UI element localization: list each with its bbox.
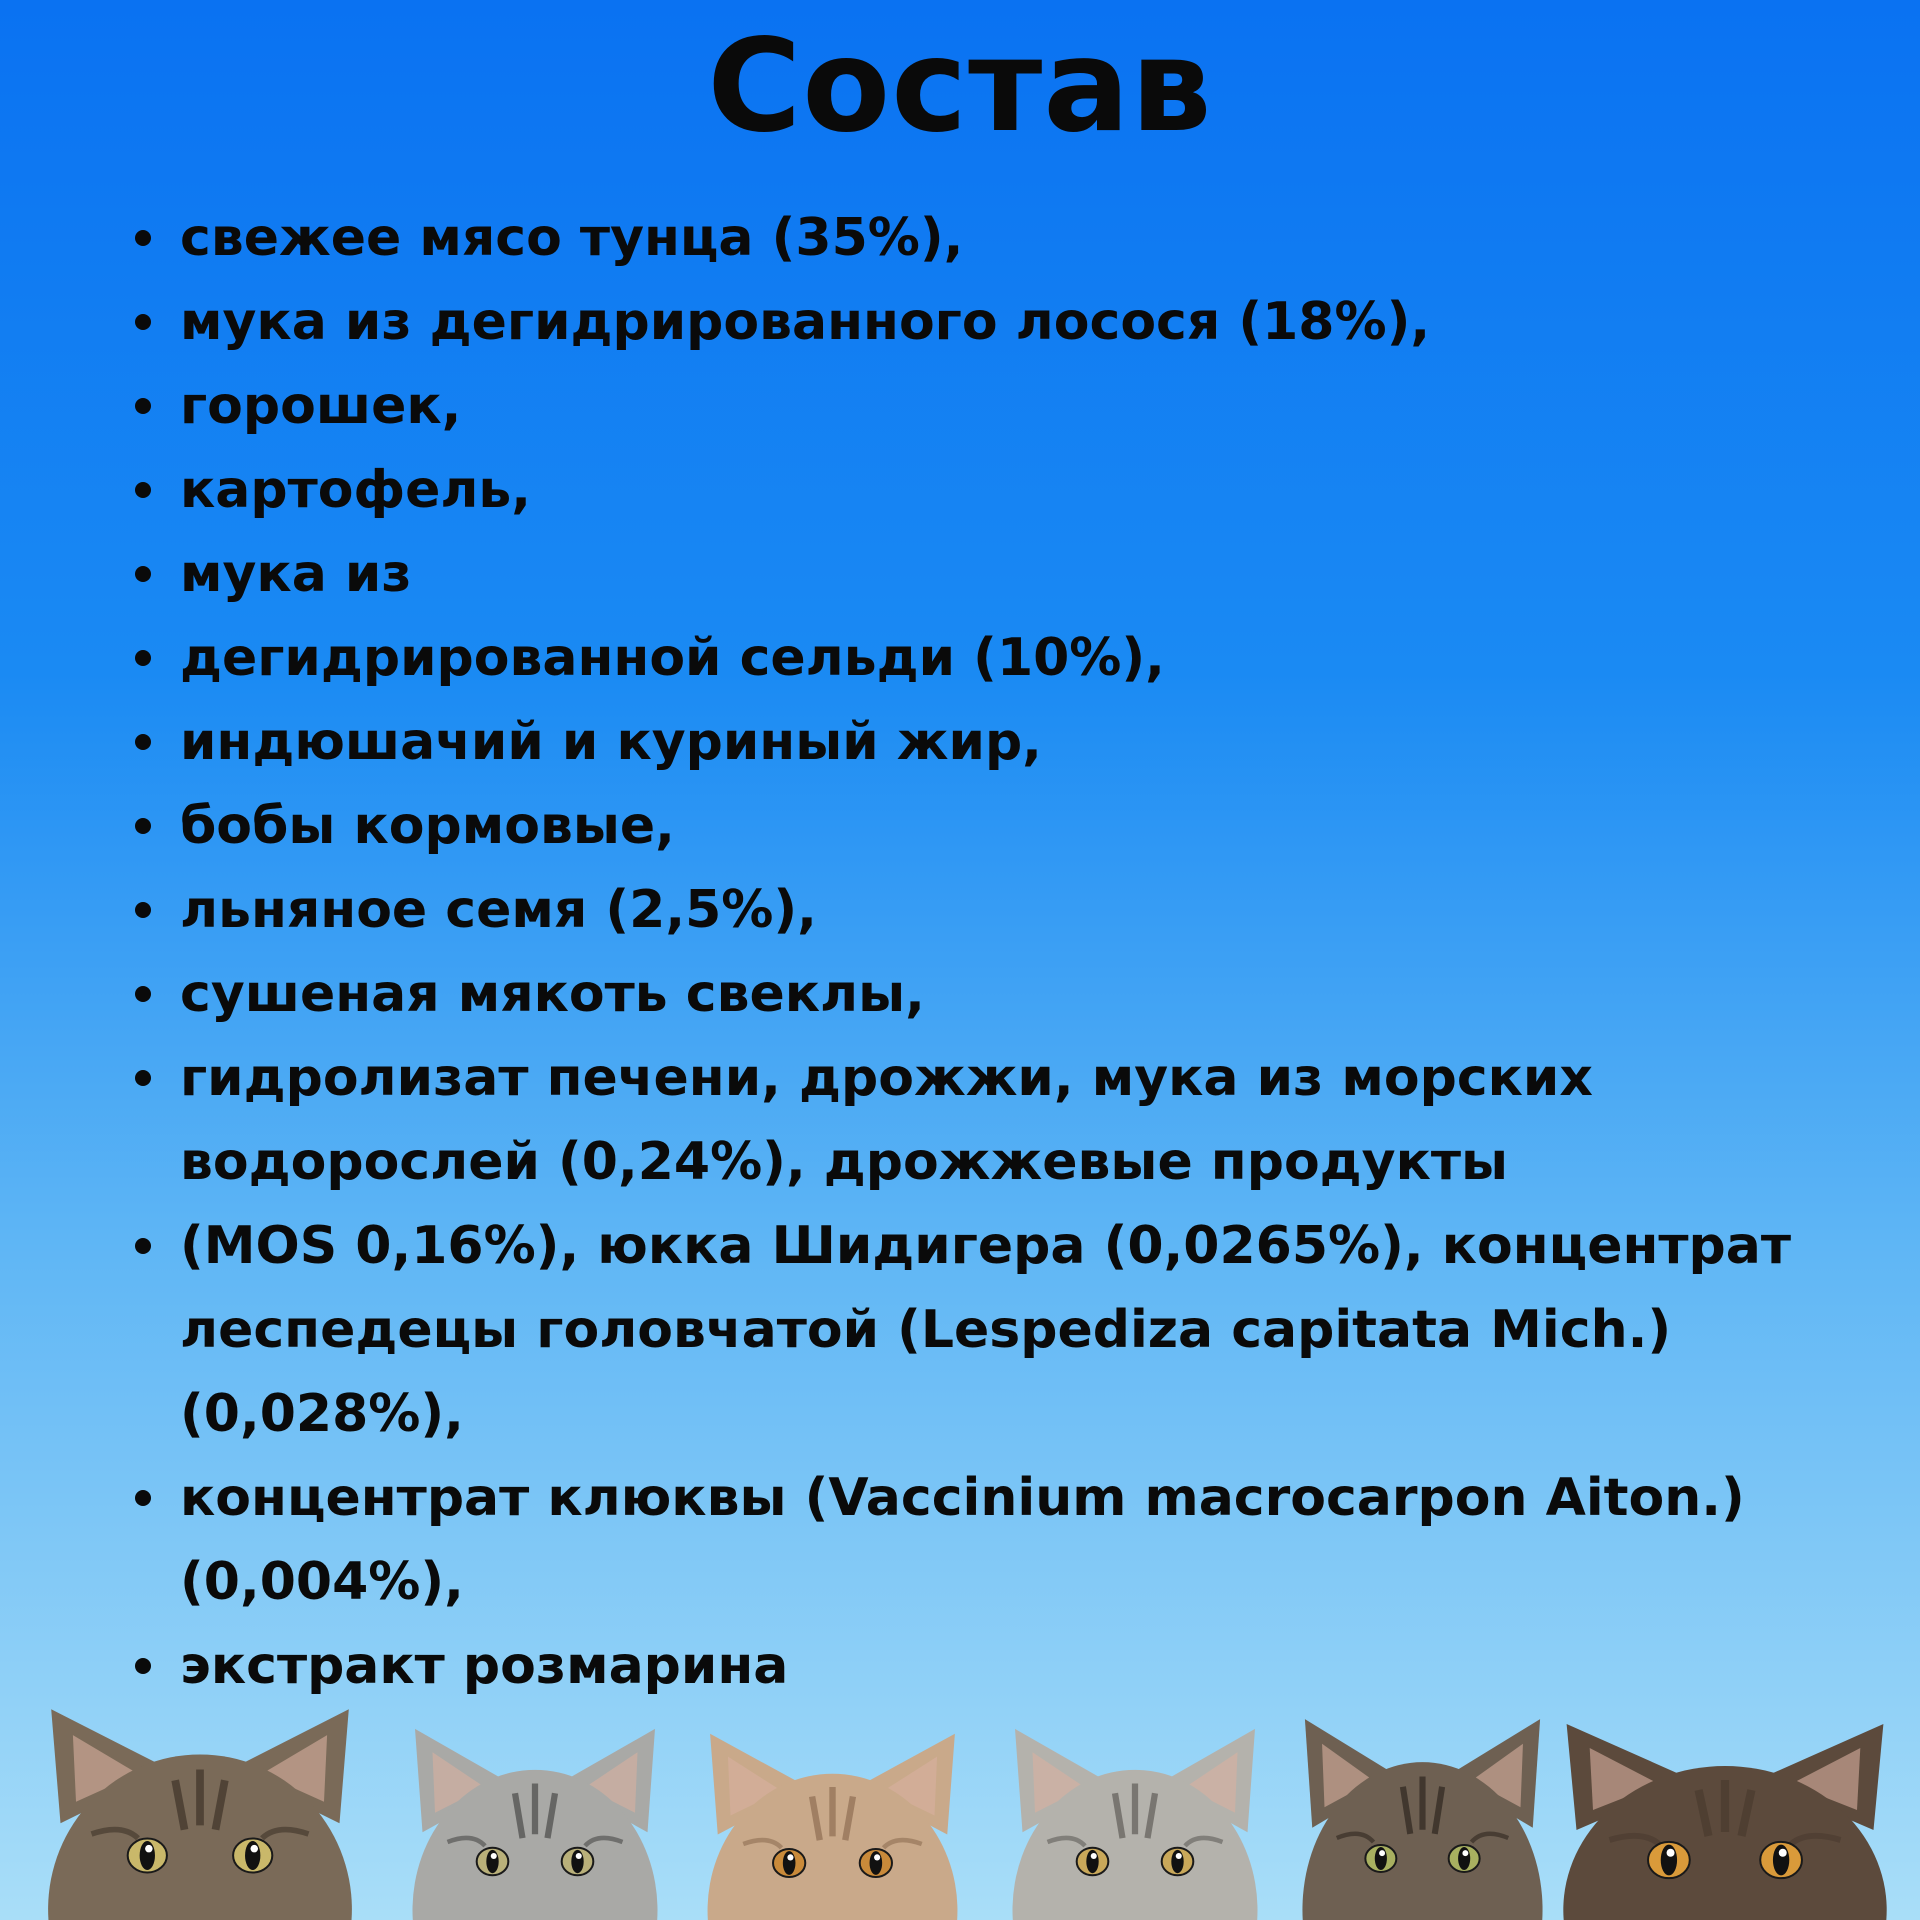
ingredient-item bbox=[130, 784, 1810, 868]
ingredient-line: экстракт розмарина bbox=[180, 1636, 789, 1696]
ingredient-line: мука из bbox=[180, 544, 412, 604]
cat-2-image bbox=[410, 1725, 660, 1920]
ingredient-line: индюшачий и куриный жир, bbox=[180, 712, 1042, 772]
ingredient-item bbox=[130, 952, 1810, 1036]
ingredient-line: (MOS 0,16%), юкка Шидигера (0,0265%), концентрат bbox=[180, 1216, 1792, 1276]
ingredient-line: (0,004%), bbox=[180, 1552, 464, 1612]
ingredient-line: гидролизат печени, дрожжи, мука из морских bbox=[180, 1048, 1593, 1108]
ingredients-list bbox=[130, 196, 1810, 1708]
ingredient-line: горошек, bbox=[180, 376, 462, 436]
cat-5-image bbox=[1300, 1715, 1545, 1920]
cat-3-image bbox=[705, 1730, 960, 1920]
ingredient-item bbox=[130, 1036, 1810, 1204]
ingredient-line: свежее мясо тунца (35%), bbox=[180, 208, 964, 268]
ingredient-item bbox=[130, 616, 1810, 700]
ingredient-line: леспедецы головчатой (Lespediza capitata Mich.) bbox=[180, 1300, 1672, 1360]
cat-1-image bbox=[45, 1705, 355, 1920]
ingredient-line: мука из дегидрированного лосося (18%), bbox=[180, 292, 1431, 352]
ingredient-line: водорослей (0,24%), дрожжевые продукты bbox=[180, 1132, 1509, 1192]
cats-photo-strip bbox=[0, 1705, 1920, 1920]
ingredient-item bbox=[130, 196, 1810, 280]
ingredient-line: концентрат клюквы (Vaccinium macrocarpon Aiton.) bbox=[180, 1468, 1745, 1528]
ingredient-item bbox=[130, 532, 1810, 616]
ingredient-line: льняное семя (2,5%), bbox=[180, 880, 817, 940]
ingredient-item bbox=[130, 1624, 1810, 1708]
page-title: Состав bbox=[707, 12, 1213, 161]
ingredient-line: сушеная мякоть свеклы, bbox=[180, 964, 925, 1024]
cat-4-image bbox=[1010, 1725, 1260, 1920]
ingredient-line: бобы кормовые, bbox=[180, 796, 675, 856]
ingredient-item bbox=[130, 1456, 1810, 1624]
ingredient-line: картофель, bbox=[180, 460, 532, 520]
cat-6-image bbox=[1560, 1720, 1890, 1920]
ingredient-item bbox=[130, 364, 1810, 448]
ingredient-item bbox=[130, 700, 1810, 784]
ingredient-line: дегидрированной сельди (10%), bbox=[180, 628, 1165, 688]
ingredient-item bbox=[130, 280, 1810, 364]
ingredient-item bbox=[130, 868, 1810, 952]
ingredient-item bbox=[130, 1204, 1810, 1456]
ingredient-line: (0,028%), bbox=[180, 1384, 464, 1444]
ingredient-item bbox=[130, 448, 1810, 532]
